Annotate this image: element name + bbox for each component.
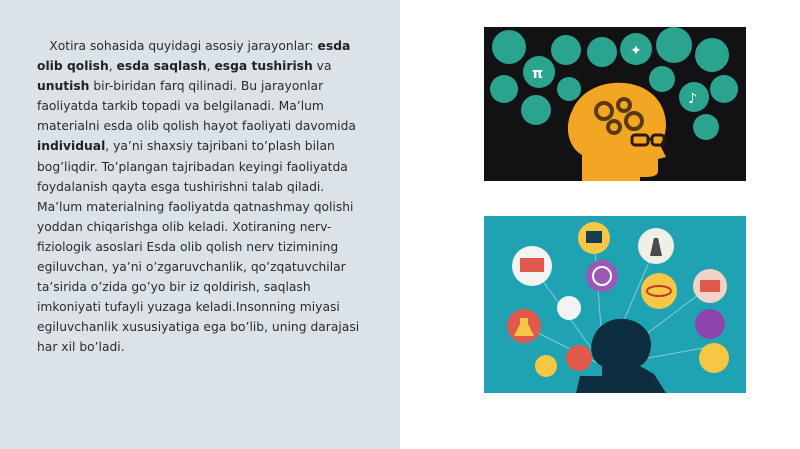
bold-term-recall: esda olib qolish (37, 39, 351, 74)
music-glyph: ♪ (688, 91, 697, 107)
science-illustration-svg (484, 216, 746, 393)
text-segment: Xotira sohasida quyidagi asosiy jarayonlar: (49, 39, 318, 53)
memory-head-illustration (484, 27, 746, 181)
protractor-icon (699, 343, 729, 373)
calculator-icon (490, 75, 518, 103)
text-segment: bir-biridan farq qilinadi. Bu jarayonlar faoliyatda tarkib topadi va belgilanadi. Ma’lum materialni esda olib qolish hayot faoliyati davomida (37, 79, 356, 134)
microscope-icon (656, 27, 692, 63)
bold-term-storage: esda saqlash (116, 59, 207, 74)
test-tubes-icon (535, 355, 557, 377)
text-segment: , ya’ni shaxsiy tajribani to’plash bilan bog’liqdir. To’plangan tajribadan keyingi faoliyatda foydalanish qayta esga tushirishni talab qiladi. Ma’lum materialning faoliyatda qatnashmay qolishi yoddan chiqarishga olib keladi. Xotiraning nerv-fiziologik asoslari Esda olib qolish nerv tizimining egiluvchan, ya’ni o’zgaruvchanlik, qo’zqatuvchilar ta’sirida o’zida go’yo bir iz qoldirish, saqlash imkoniyati tufayli yuzaga keladi.Insonning miyasi egiluvchanlik xususiyatiga ega bo’lib, uning darajasi har xil bo’ladi. (37, 139, 360, 355)
chat-bubble-icon (557, 77, 581, 101)
telescope-icon (695, 309, 725, 339)
globe-icon (586, 260, 618, 292)
magnet-icon (557, 296, 581, 320)
bold-term-forgetting: unutish (37, 79, 90, 94)
text-segment: va (312, 59, 332, 74)
graduation-cap-icon (492, 30, 526, 64)
bulb-glyph: ✦ (630, 43, 642, 59)
text-segment: , (206, 59, 215, 74)
body-paragraph (37, 36, 367, 358)
bold-term-retrieval: esga tushirish (214, 59, 313, 74)
pen-icon (693, 114, 719, 140)
head-illustration-svg (484, 27, 746, 181)
bold-term-individual: individual (37, 139, 106, 154)
text-segment: , (108, 59, 117, 74)
atom-icon (587, 37, 617, 67)
beaker-icon (566, 345, 592, 371)
pi-glyph: π (532, 66, 544, 82)
gears-small-icon (710, 75, 738, 103)
bookmark-icon (521, 95, 551, 125)
laptop-silhouette (576, 376, 634, 393)
chart-icon (649, 66, 675, 92)
science-learning-illustration (484, 216, 746, 393)
thumbs-up-icon (551, 35, 581, 65)
earth-globe-icon (695, 38, 729, 72)
